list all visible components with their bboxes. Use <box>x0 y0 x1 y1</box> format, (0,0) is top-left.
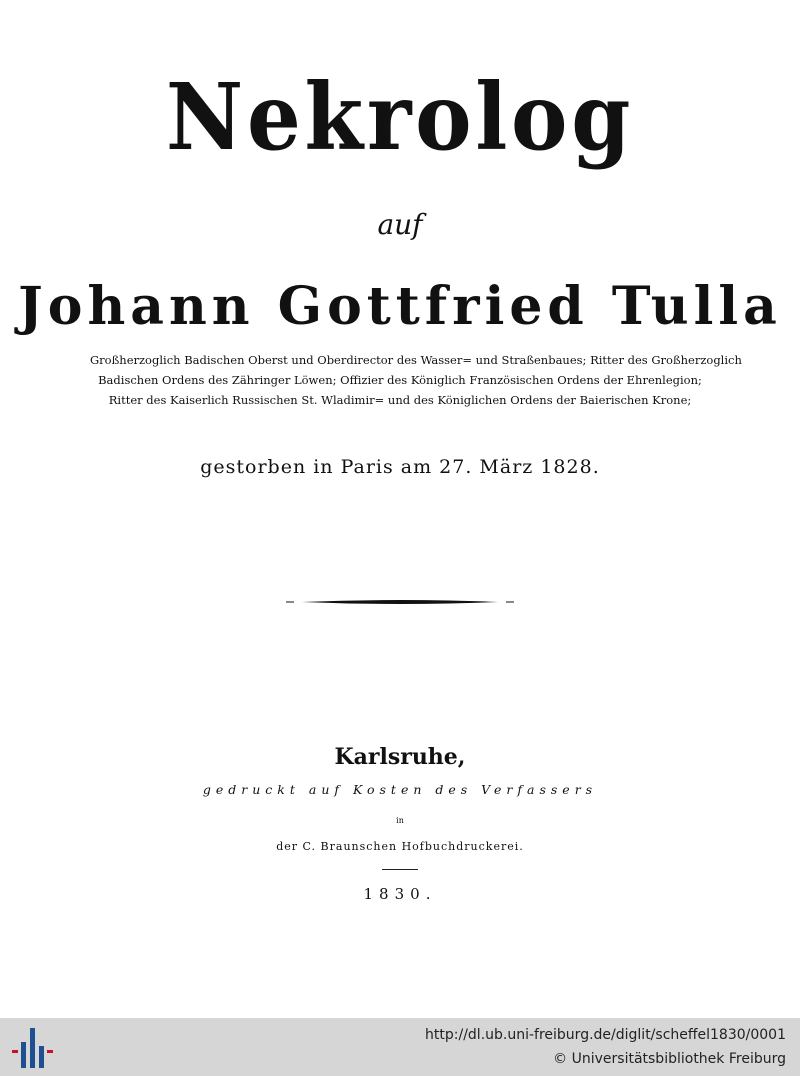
imprint-year: 1830. <box>363 885 437 903</box>
ornamental-rule <box>286 598 514 606</box>
death-statement: gestorben in Paris am 27. März 1828. <box>200 456 600 478</box>
imprint-in: in <box>396 816 404 825</box>
person-name: Johann Gottfried Tulla <box>18 276 782 337</box>
imprint-printer: der C. Braunschen Hofbuchdruckerei. <box>276 840 524 853</box>
preposition-text: auf <box>377 208 423 241</box>
document-url-link[interactable]: http://dl.ub.uni-freiburg.de/diglit/scheffel1830/0001 <box>425 1027 786 1043</box>
imprint-printed: gedruckt auf Kosten des Verfassers <box>202 782 598 797</box>
page-title: Nekrolog <box>165 63 635 171</box>
short-divider <box>382 869 418 870</box>
honors-line: Badischen Ordens des Zähringer Löwen; Offizier des Königlich Französischen Ordens der Ehrenlegion; <box>98 373 702 387</box>
library-footer <box>0 1018 800 1076</box>
library-logo-icon <box>10 1026 54 1070</box>
honors-line: Ritter des Kaiserlich Russischen St. Wladimir= und des Königlichen Ordens der Baierischen Krone; <box>108 393 692 407</box>
honors-block <box>90 350 742 410</box>
honors-line: Großherzoglich Badischen Oberst und Oberdirector des Wasser= und Straßenbaues; Ritter des Großherzoglich <box>90 353 742 367</box>
copyright-notice: © Universitätsbibliothek Freiburg <box>553 1051 786 1067</box>
imprint-place: Karlsruhe, <box>334 744 466 770</box>
